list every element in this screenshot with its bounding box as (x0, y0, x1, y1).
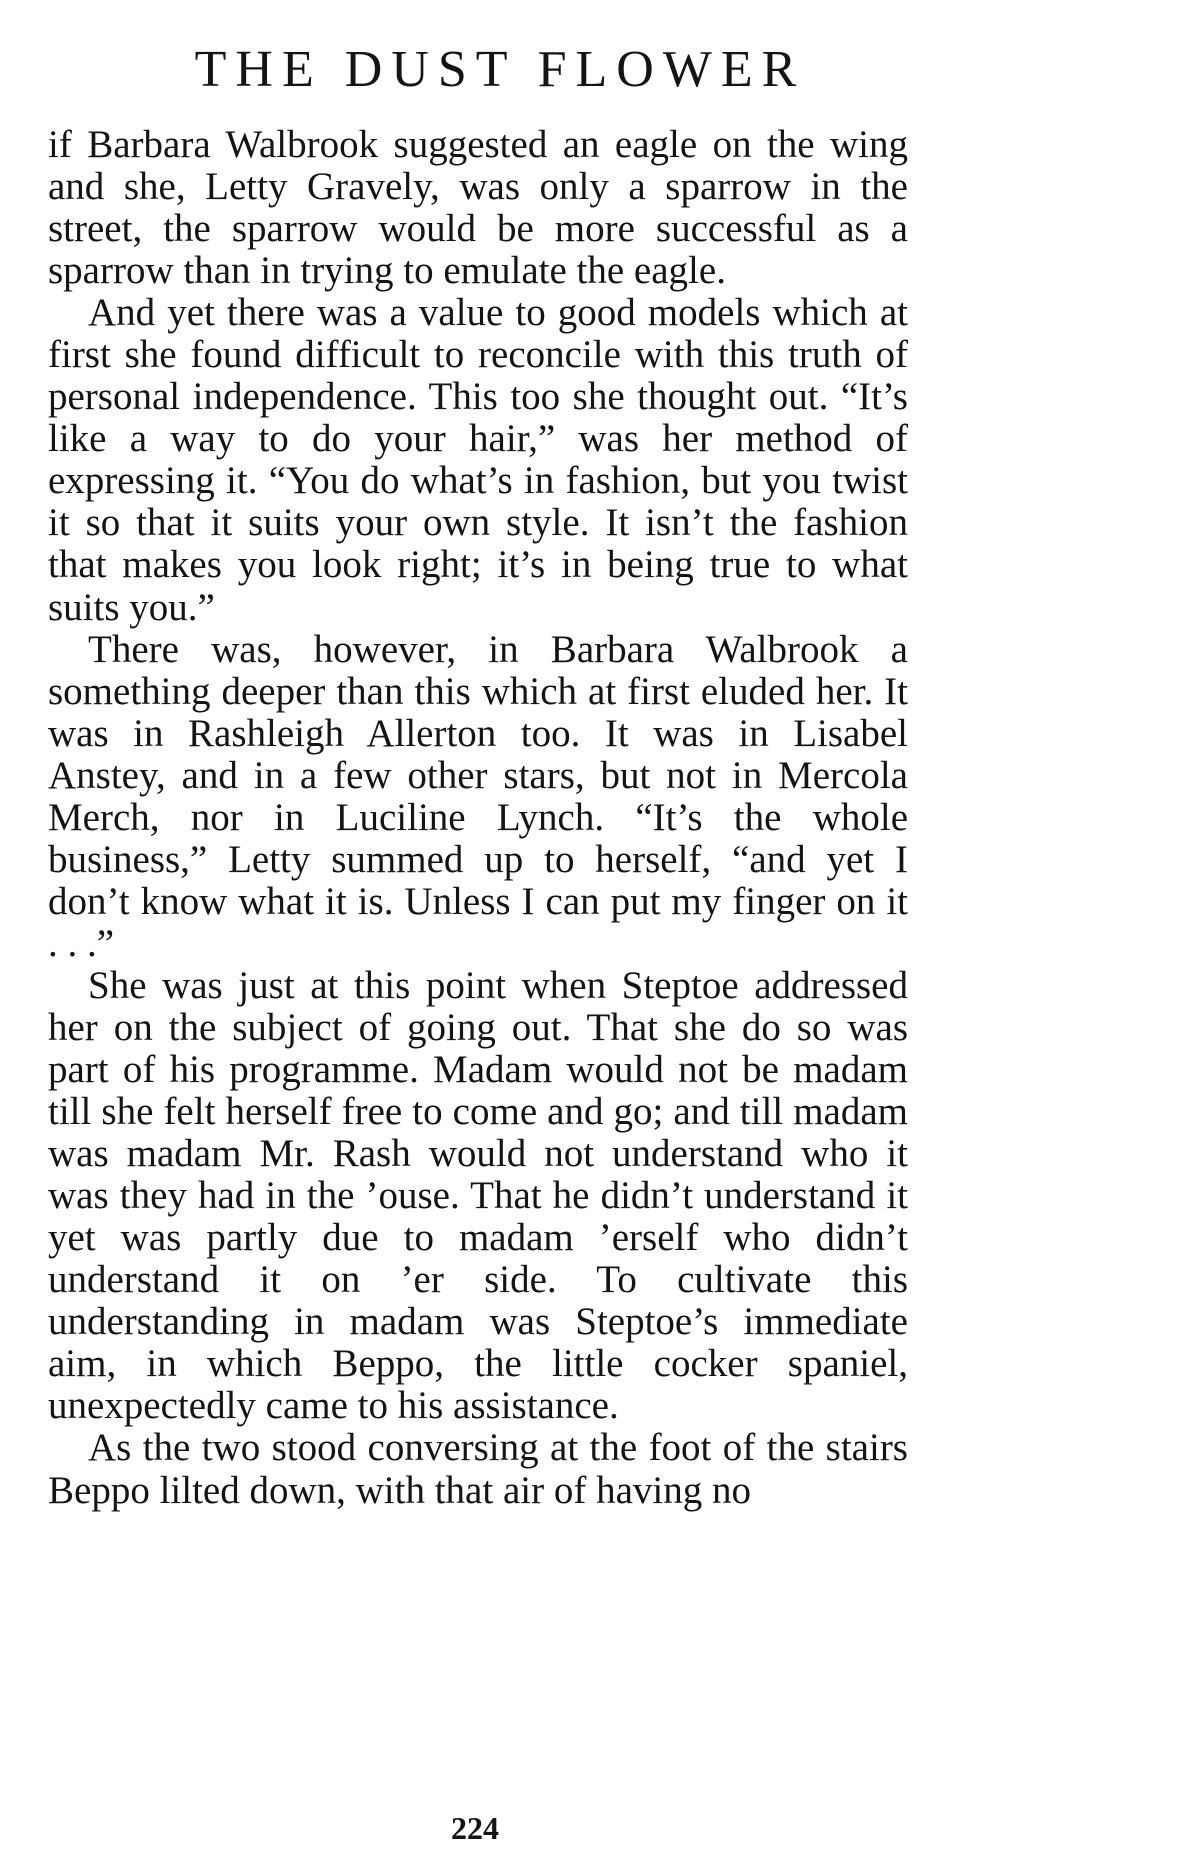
paragraph-4: She was just at this point when Steptoe addressed her on the subject of going out. That she do so was part of his programme. Madam would not be madam till she felt herself free to come and go; and till madam was madam Mr. Rash would not understand who it was they had in the ’ouse. That he didn’t understand it yet was partly due to madam ’erself who didn’t understand it on ’er side. To cultivate this understanding in madam was Steptoe’s immediate aim, in which Beppo, the little cocker spaniel, unexpectedly came to his assistance. (48, 963, 908, 1428)
paragraph-3: There was, however, in Barbara Walbrook a something deeper than this which at first eluded her. It was in Rashleigh Allerton too. It was in Lisabel Anstey, and in a few other stars, but not in Mercola Merch, nor in Luciline Lynch. “It’s the whole business,” Letty summed up to herself, “and yet I don’t know what it is. Unless I can put my finger on it . . .” (48, 627, 908, 965)
paragraph-1: if Barbara Walbrook suggested an eagle on the wing and she, Letty Gravely, was only a sparrow in the street, the sparrow would be more successful as a sparrow than in trying to emulate the eagle. (48, 123, 908, 293)
paragraph-2: And yet there was a value to good models which at first she found difficult to reconcile with this truth of personal independence. This too she thought out. “It’s like a way to do your hair,” was her method of expressing it. “You do what’s in fashion, but you twist it so that it suits your own style. It isn’t the fashion that makes you look right; it’s in being true to what suits you.” (48, 291, 908, 629)
running-head: THE DUST FLOWER (194, 41, 806, 98)
paragraph-5: As the two stood conversing at the foot of the stairs Beppo lilted down, with that air of having no (48, 1426, 908, 1512)
body-text (48, 124, 908, 1512)
page-number: 224 (451, 1810, 499, 1846)
